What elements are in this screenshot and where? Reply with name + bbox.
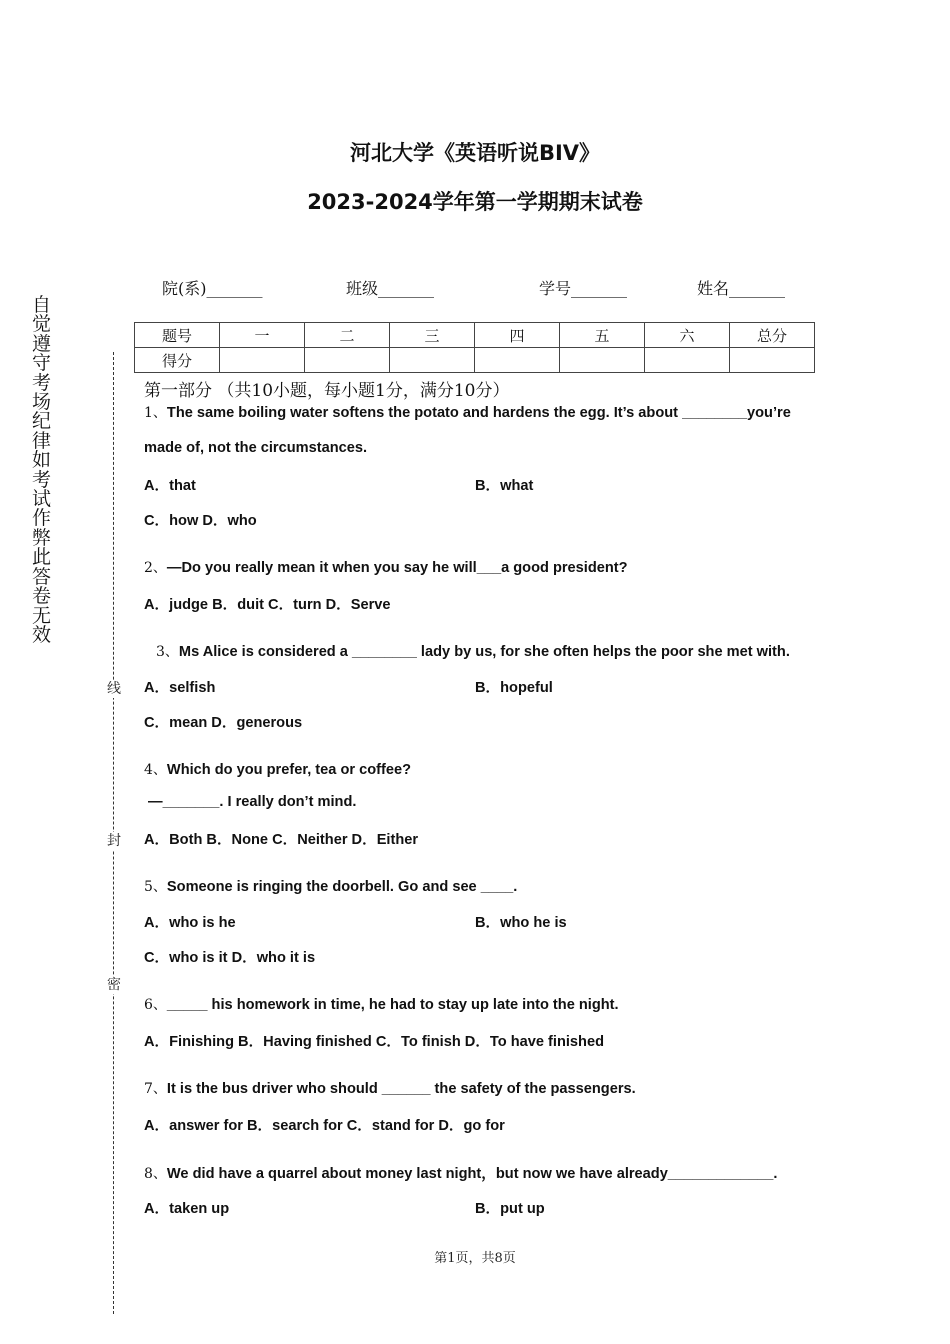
question-3 (156, 641, 790, 661)
question-number: 1、 (144, 405, 167, 421)
score-cell[interactable] (220, 348, 305, 373)
score-cell[interactable] (645, 348, 730, 373)
score-row-label: 得分 (135, 348, 220, 373)
score-header-cell: 五 (560, 323, 645, 348)
question-text: Someone is ringing the doorbell. Go and see ____. (166, 879, 518, 895)
option-row[interactable]: A．answer for B．search for C．stand for D．go for (144, 1118, 505, 1134)
question-number: 6、 (144, 997, 167, 1013)
option-b[interactable]: B．who he is (475, 915, 567, 931)
score-table-score-row (135, 348, 815, 373)
score-header-cell: 四 (475, 323, 560, 348)
option-row[interactable]: A．judge B．duit C．turn D．Serve (144, 597, 391, 613)
option-row[interactable]: A．Both B．None C．Neither D．Either (144, 832, 419, 848)
department-field[interactable]: 院(系)_______ (162, 279, 263, 298)
score-cell[interactable] (390, 348, 475, 373)
question-number: 2、 (144, 560, 167, 576)
option-c-d[interactable]: C．how D．who (144, 513, 257, 529)
section-header: 第一部分 （共10小题，每小题1分，满分10分） (144, 381, 510, 401)
option-b[interactable]: B．put up (475, 1201, 545, 1217)
question-number: 8、 (144, 1166, 167, 1182)
question-number: 4、 (144, 762, 167, 778)
question-1 (144, 402, 791, 422)
question-7 (144, 1078, 636, 1098)
option-b[interactable]: B．hopeful (475, 680, 553, 696)
score-cell[interactable] (730, 348, 815, 373)
option-a[interactable]: A．that (144, 478, 196, 494)
question-text: It is the bus driver who should ______ the safety of the passengers. (166, 1081, 636, 1097)
score-cell[interactable] (305, 348, 390, 373)
question-1-continued: made of, not the circumstances. (144, 440, 368, 456)
question-text: The same boiling water softens the potato and hardens the egg. It’s about ________you’re (166, 405, 791, 421)
question-5 (144, 876, 517, 896)
option-a[interactable]: A．taken up (144, 1201, 230, 1217)
option-b[interactable]: B．what (475, 478, 534, 494)
score-cell[interactable] (475, 348, 560, 373)
option-a[interactable]: A．who is he (144, 915, 236, 931)
score-header-cell: 六 (645, 323, 730, 348)
question-text: _____ his homework in time, he had to stay up late into the night. (166, 997, 619, 1013)
score-header-cell: 一 (220, 323, 305, 348)
binding-char-secret: 密 (107, 977, 121, 993)
question-number: 5、 (144, 879, 167, 895)
name-field[interactable]: 姓名_______ (697, 279, 786, 298)
page-footer: 第1页，共8页 (434, 1251, 516, 1266)
score-table (134, 322, 815, 373)
question-number: 7、 (144, 1081, 167, 1097)
option-c-d[interactable]: C．who is it D．who it is (144, 950, 316, 966)
question-number: 3、 (156, 644, 179, 660)
score-cell[interactable] (560, 348, 645, 373)
question-text: Which do you prefer, tea or coffee? (166, 762, 411, 778)
binding-char-line: 线 (107, 681, 121, 697)
exam-title-line1: 河北大学《英语听说BIV》 (349, 141, 601, 165)
class-field[interactable]: 班级_______ (346, 279, 435, 298)
score-header-cell: 题号 (135, 323, 220, 348)
binding-char-seal: 封 (107, 833, 121, 849)
score-table-header-row (135, 323, 815, 348)
option-c-d[interactable]: C．mean D．generous (144, 715, 303, 731)
question-4 (144, 759, 411, 779)
question-text: We did have a quarrel about money last night，but now we have already_____________. (166, 1166, 778, 1182)
question-text: Ms Alice is considered a ________ lady by us, for she often helps the poor she met with. (178, 644, 790, 660)
question-6 (144, 994, 619, 1014)
side-warning-text: 自觉遵守考场纪律如考试作弊此答卷无效 (32, 294, 52, 646)
student-id-field[interactable]: 学号_______ (539, 279, 628, 298)
score-header-cell: 总分 (730, 323, 815, 348)
question-4-continued: —_______. I really don’t mind. (148, 794, 357, 810)
question-2 (144, 557, 628, 577)
score-header-cell: 二 (305, 323, 390, 348)
score-header-cell: 三 (390, 323, 475, 348)
question-text: —Do you really mean it when you say he will___a good president? (166, 560, 628, 576)
question-8 (144, 1162, 777, 1183)
exam-title-line2: 2023-2024学年第一学期期末试卷 (307, 190, 643, 214)
option-row[interactable]: A．Finishing B．Having finished C．To finish D．To have finished (144, 1034, 604, 1050)
option-a[interactable]: A．selfish (144, 680, 216, 696)
